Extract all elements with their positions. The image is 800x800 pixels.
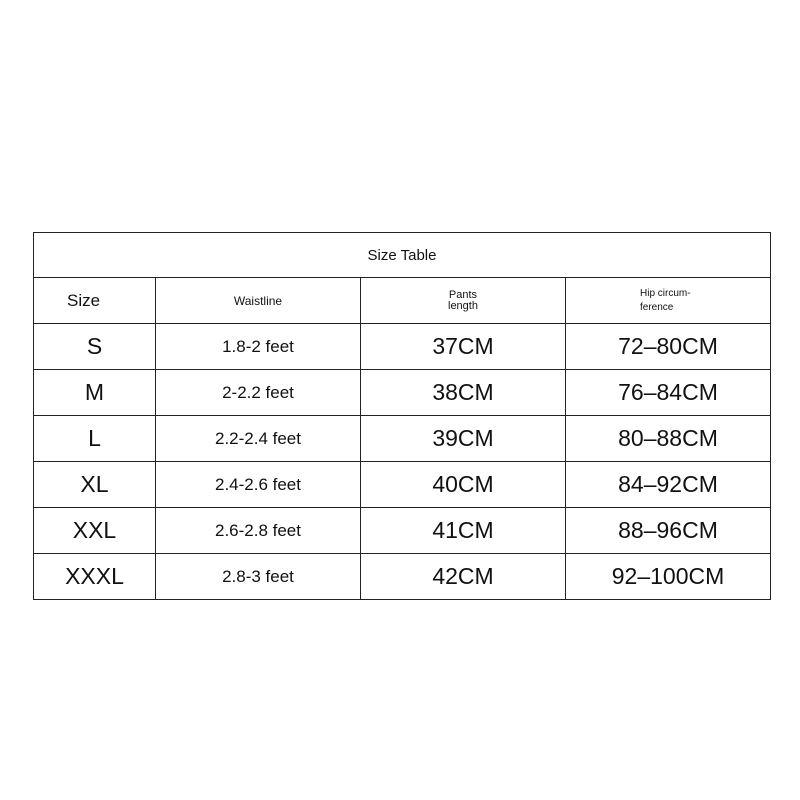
header-pants-line2: length: [448, 299, 478, 312]
header-size: Size: [34, 278, 156, 324]
cell-pants-length: 37CM: [361, 324, 566, 370]
header-pants-line1: Pants: [448, 288, 478, 301]
cell-hip: 88–96CM: [566, 508, 771, 554]
cell-waistline: 2.4-2.6 feet: [156, 462, 361, 508]
cell-waistline: 2.8-3 feet: [156, 554, 361, 600]
cell-hip: 84–92CM: [566, 462, 771, 508]
table-row: [34, 324, 771, 370]
cell-waistline: 1.8-2 feet: [156, 324, 361, 370]
cell-size: M: [34, 370, 156, 416]
cell-pants-length: 40CM: [361, 462, 566, 508]
header-hip-line1: Hip circum-: [640, 287, 691, 299]
table-row: [34, 554, 771, 600]
header-hip-circumference: [566, 278, 771, 324]
cell-pants-length: 41CM: [361, 508, 566, 554]
cell-pants-length: 38CM: [361, 370, 566, 416]
cell-size: XXXL: [34, 554, 156, 600]
table-title: Size Table: [34, 233, 771, 278]
cell-waistline: 2.2-2.4 feet: [156, 416, 361, 462]
header-row: [34, 278, 771, 324]
cell-waistline: 2.6-2.8 feet: [156, 508, 361, 554]
table-row: [34, 416, 771, 462]
table-row: [34, 370, 771, 416]
title-row: [34, 233, 771, 278]
cell-size: XXL: [34, 508, 156, 554]
size-table: [33, 232, 771, 600]
cell-hip: 76–84CM: [566, 370, 771, 416]
header-pants-length: [361, 278, 566, 324]
cell-waistline: 2-2.2 feet: [156, 370, 361, 416]
table-row: [34, 508, 771, 554]
cell-pants-length: 42CM: [361, 554, 566, 600]
cell-size: S: [34, 324, 156, 370]
cell-hip: 92–100CM: [566, 554, 771, 600]
cell-hip: 72–80CM: [566, 324, 771, 370]
cell-size: XL: [34, 462, 156, 508]
table-row: [34, 462, 771, 508]
cell-pants-length: 39CM: [361, 416, 566, 462]
cell-size: L: [34, 416, 156, 462]
header-hip-line2: ference: [640, 301, 674, 313]
cell-hip: 80–88CM: [566, 416, 771, 462]
header-waistline: Waistline: [156, 278, 361, 324]
